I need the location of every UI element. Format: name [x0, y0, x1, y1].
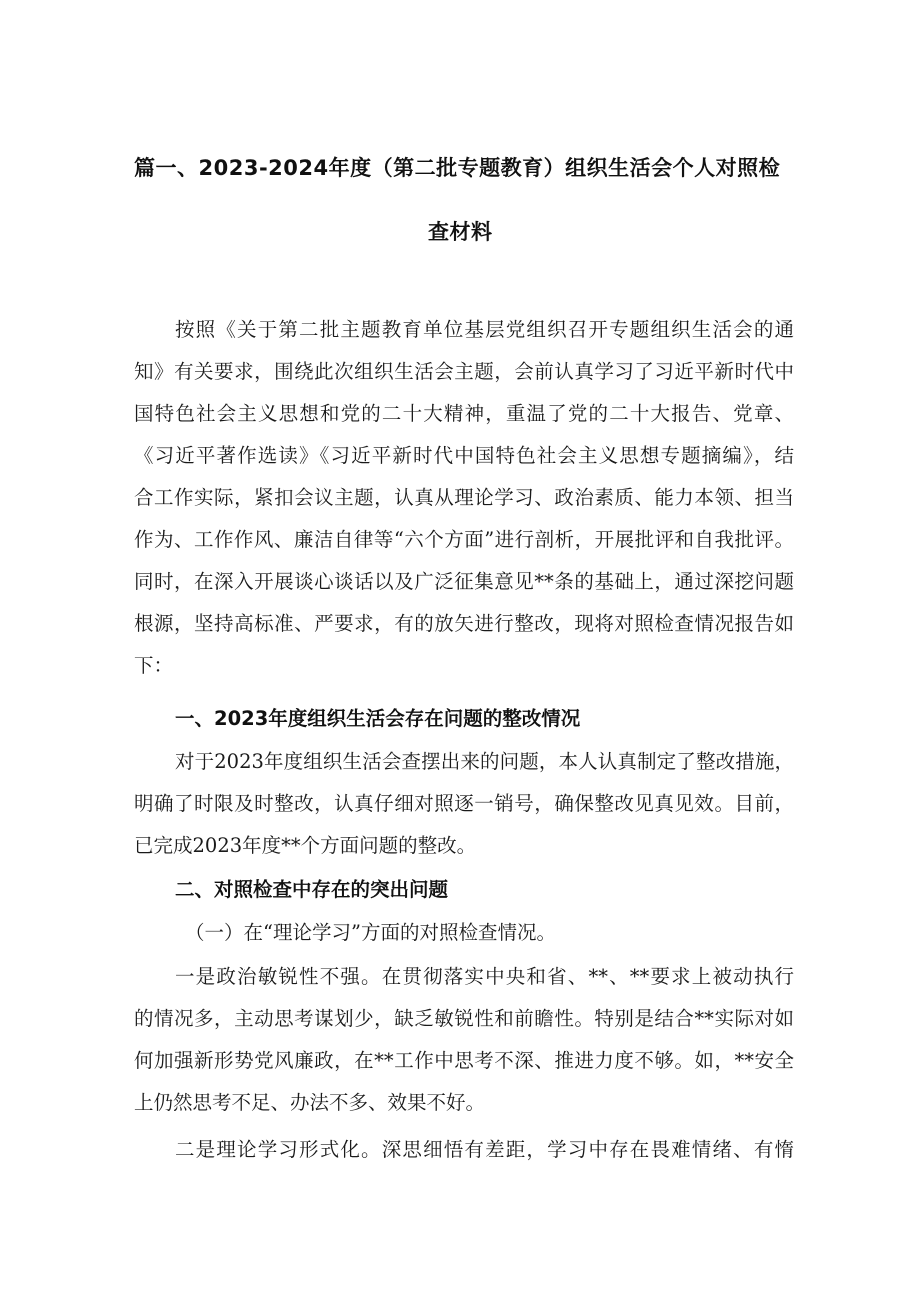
- document-title-line-1: 篇一、2023-2024年度（第二批专题教育）组织生活会个人对照检: [134, 156, 781, 180]
- section-1-heading: 一、2023年度组织生活会存在问题的整改情况: [175, 707, 581, 730]
- intro-line: 合工作实际，紧扣会议主题，认真从理论学习、政治素质、能力本领、担当: [134, 486, 794, 509]
- intro-line: 根源，坚持高标准、严要求，有的放矢进行整改，现将对照检查情况报告如: [134, 612, 794, 635]
- section-1-line: 已完成2023年度**个方面问题的整改。: [134, 834, 477, 857]
- intro-line: 知》有关要求，围绕此次组织生活会主题，会前认真学习了习近平新时代中: [134, 360, 794, 383]
- section-2-para-2-line: 二是理论学习形式化。深思细悟有差距，学习中存在畏难情绪、有惰: [175, 1138, 794, 1161]
- section-1-line: 明确了时限及时整改，认真仔细对照逐一销号，确保整改见真见效。目前，: [134, 792, 794, 815]
- section-2-para-1-line: 一是政治敏锐性不强。在贯彻落实中央和省、**、**要求上被动执行: [175, 965, 794, 988]
- intro-line: 按照《关于第二批主题教育单位基层党组织召开专题组织生活会的通: [175, 318, 794, 341]
- section-1-line: 对于2023年度组织生活会查摆出来的问题，本人认真制定了整改措施，: [175, 750, 794, 773]
- intro-line: 作为、工作作风、廉洁自律等“六个方面”进行剖析，开展批评和自我批评。: [134, 528, 794, 551]
- section-2-para-1-line: 的情况多，主动思考谋划少，缺乏敏锐性和前瞻性。特别是结合**实际对如: [134, 1007, 794, 1030]
- intro-line: 国特色社会主义思想和党的二十大精神，重温了党的二十大报告、党章、: [134, 402, 794, 425]
- intro-line: 下：: [134, 654, 174, 677]
- section-2-para-1-line: 何加强新形势党风廉政，在**工作中思考不深、推进力度不够。如，**安全: [134, 1049, 794, 1072]
- intro-line: 同时，在深入开展谈心谈话以及广泛征集意见**条的基础上，通过深挖问题: [134, 570, 794, 593]
- section-2-heading: 二、对照检查中存在的突出问题: [175, 878, 449, 901]
- section-2-para-1-line: 上仍然思考不足、办法不多、效果不好。: [134, 1091, 486, 1114]
- section-2-subheading: （一）在“理论学习”方面的对照检查情况。: [185, 921, 556, 944]
- document-title-line-2: 查材料: [428, 220, 493, 244]
- intro-line: 《习近平著作选读》《习近平新时代中国特色社会主义思想专题摘编》，结: [134, 444, 794, 467]
